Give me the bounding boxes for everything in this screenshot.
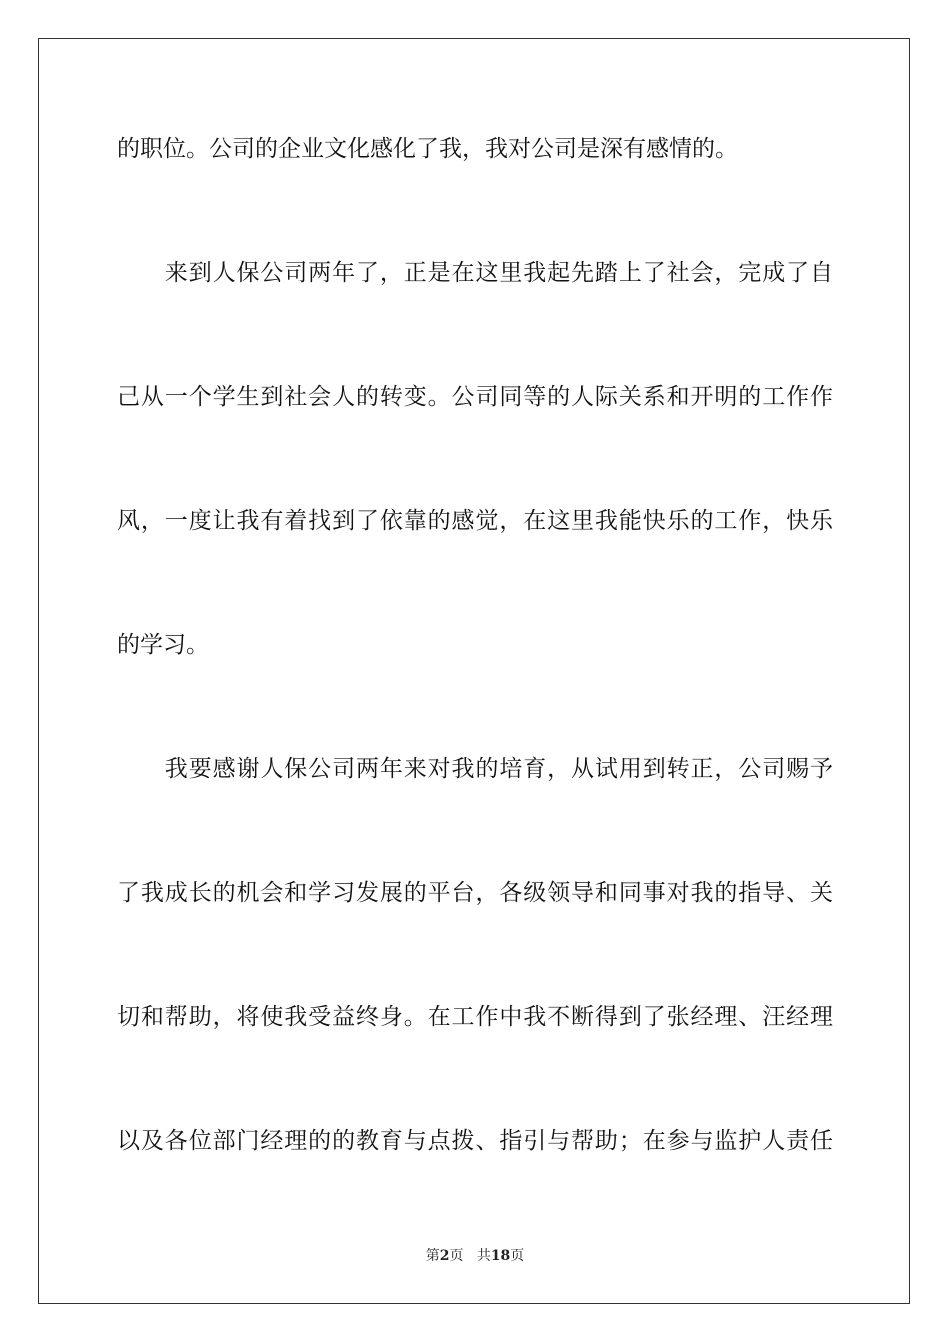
text-line-4: 风，一度让我有着找到了依靠的感觉，在这里我能快乐的工作，快乐 <box>117 508 833 534</box>
footer-total-pages: 18 <box>490 1248 511 1264</box>
footer-total-prefix: 共 <box>476 1248 491 1264</box>
footer-page-suffix: 页 <box>449 1248 464 1264</box>
text-line-9: 以及各位部门经理的的教育与点拨、指引与帮助；在参与监护人责任 <box>117 1128 833 1154</box>
text-line-7: 了我成长的机会和学习发展的平台，各级领导和同事对我的指导、关 <box>117 880 833 906</box>
footer-page-number: 2 <box>439 1248 450 1264</box>
text-line-1: 的职位。公司的企业文化感化了我，我对公司是深有感情的。 <box>117 136 738 162</box>
footer-prefix: 第 <box>425 1248 440 1264</box>
page-footer <box>0 1245 950 1265</box>
text-line-6: 我要感谢人保公司两年来对我的培育，从试用到转正，公司赐予 <box>117 756 833 782</box>
text-line-8: 切和帮助，将使我受益终身。在工作中我不断得到了张经理、汪经理 <box>117 1004 833 1030</box>
page-border <box>38 38 910 1304</box>
footer-total-suffix: 页 <box>510 1248 525 1264</box>
text-line-5: 的学习。 <box>117 632 209 658</box>
text-line-2: 来到人保公司两年了，正是在这里我起先踏上了社会，完成了自 <box>117 260 833 286</box>
text-line-3: 己从一个学生到社会人的转变。公司同等的人际关系和开明的工作作 <box>117 384 833 410</box>
